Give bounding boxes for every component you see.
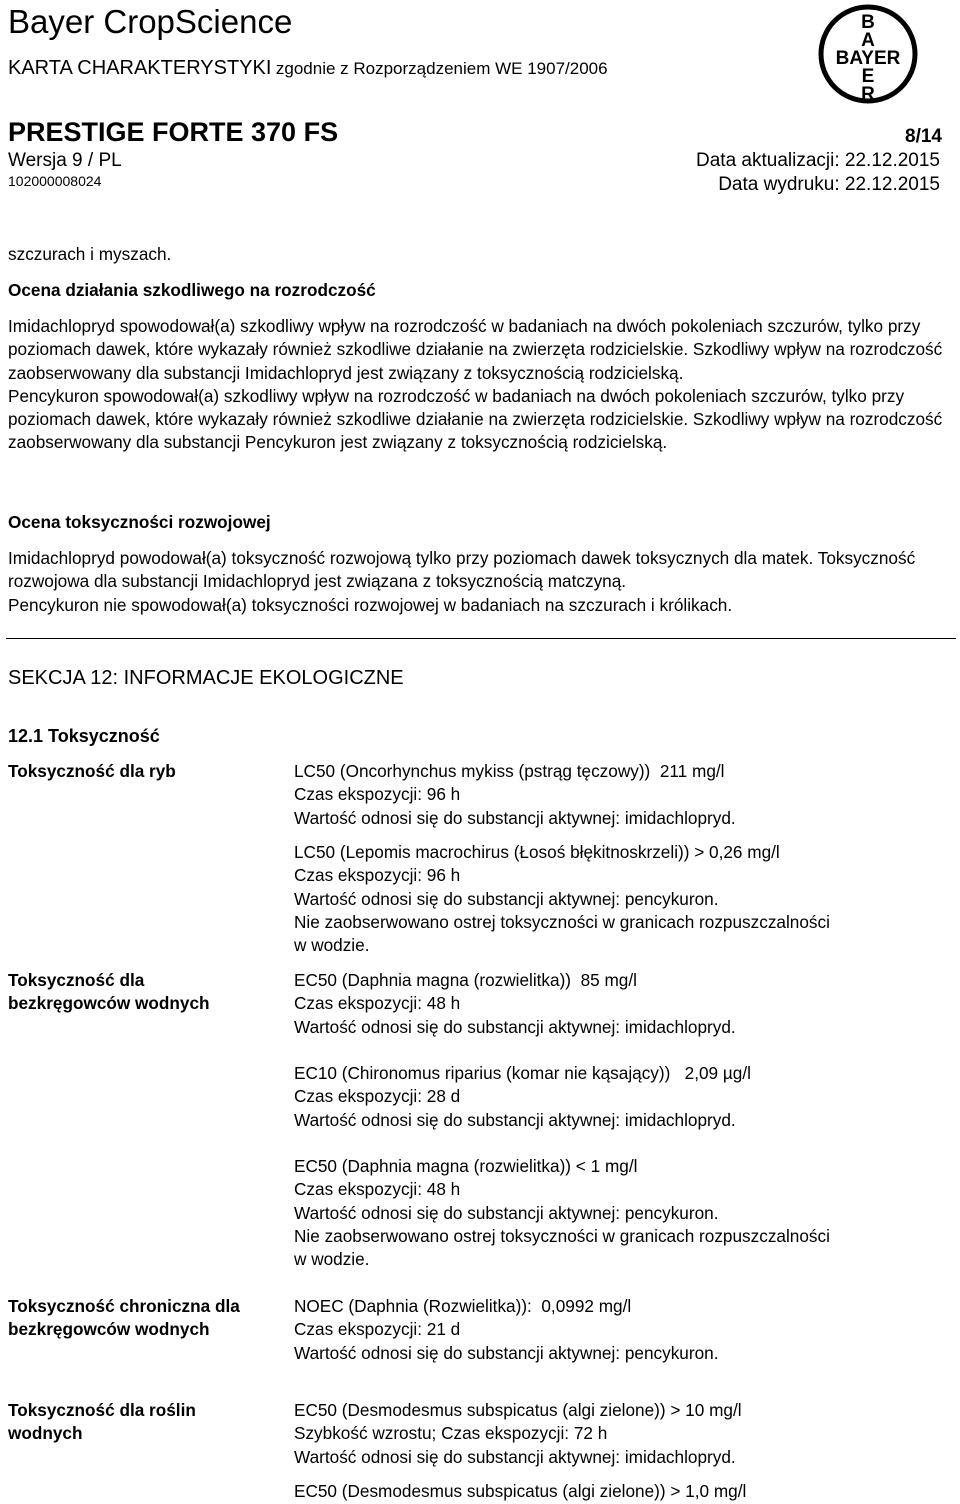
chronic-toxicity-label: [8, 1295, 288, 1342]
plant-result-2: [294, 1480, 944, 1503]
print-date: Data wydruku: 22.12.2015: [718, 174, 940, 195]
text-line: Szybkość wzrostu; Czas ekspozycji: 72 h: [294, 1423, 608, 1444]
developmental-heading: Ocena toksyczności rozwojowej: [8, 512, 271, 532]
text-line: Nie zaobserwowano ostrej toksyczności w granicach rozpuszczalności: [294, 911, 830, 932]
text-line: Czas ekspozycji: 48 h: [294, 993, 461, 1014]
text-line: LC50 (Lepomis macrochirus (Łosoś błękitnoskrzeli)) > 0,26 mg/l: [294, 842, 780, 862]
text-line: Toksyczność dla: [8, 970, 145, 990]
text-line: Toksyczność dla roślin: [8, 1400, 196, 1420]
reproduction-paragraph: Pencykuron spowodował(a) szkodliwy wpływ na rozrodczość w badaniach na dwóch pokoleniach szczurów, tylko przy poziomach dawek, które wykazały również szkodliwe działanie na zwierzęta rodzicielskie. Szkodliwy wpływ na rozrodczość zaobserwowany dla substancji Pencykuron jest związany z toksycznością rodzicielską.: [8, 385, 943, 453]
logo-letters: A: [861, 30, 875, 51]
fish-result-1: [294, 760, 944, 830]
document-type: [8, 55, 608, 83]
text-line: Wartość odnosi się do substancji aktywnej: pencykuron.: [294, 1342, 719, 1363]
text-line: Nie zaobserwowano ostrej toksyczności w granicach rozpuszczalności: [294, 1225, 830, 1246]
developmental-text: [8, 547, 953, 617]
version: Wersja 9 / PL: [8, 150, 122, 171]
text-line: Wartość odnosi się do substancji aktywnej: imidachlopryd.: [294, 1109, 736, 1130]
text-line: Wartość odnosi się do substancji aktywnej: pencykuron.: [294, 888, 719, 909]
section-divider: [6, 638, 956, 639]
document-number: 102000008024: [8, 173, 102, 189]
product-name: PRESTIGE FORTE 370 FS: [8, 117, 339, 147]
update-date: Data aktualizacji: 22.12.2015: [696, 150, 940, 171]
text-line: EC50 (Desmodesmus subspicatus (algi zielone)) > 10 mg/l: [294, 1400, 742, 1420]
text-line: Wartość odnosi się do substancji aktywnej: imidachlopryd.: [294, 807, 736, 828]
text-line: LC50 (Oncorhynchus mykiss (pstrąg tęczowy)) 211 mg/l: [294, 761, 725, 781]
text-line: NOEC (Daphnia (Rozwielitka)): 0,0992 mg/l: [294, 1296, 632, 1316]
chronic-result-1: [294, 1295, 944, 1365]
logo-letters: E: [861, 66, 875, 87]
text-line: EC50 (Daphnia magna (rozwielitka)) 85 mg/l: [294, 970, 637, 990]
karta-title: KARTA CHARAKTERYSTYKI: [8, 57, 272, 79]
section-12-title: SEKCJA 12: INFORMACJE EKOLOGICZNE: [8, 667, 404, 689]
text-line: EC10 (Chironomus riparius (komar nie kąsający)) 2,09 µg/l: [294, 1063, 751, 1083]
text-line: EC50 (Daphnia magna (rozwielitka)) < 1 mg/l: [294, 1156, 638, 1176]
text-line: EC50 (Desmodesmus subspicatus (algi zielone)) > 1,0 mg/l: [294, 1481, 747, 1501]
text-line: Czas ekspozycji: 96 h: [294, 865, 461, 886]
invertebrate-toxicity-label: [8, 969, 288, 1016]
text-line: Wartość odnosi się do substancji aktywnej: imidachlopryd.: [294, 1016, 736, 1037]
text-line: w wodzie.: [294, 935, 370, 956]
logo-letters: B: [861, 12, 875, 33]
text-line: Czas ekspozycji: 28 d: [294, 1086, 461, 1107]
reproduction-text: [8, 315, 953, 455]
text-line: Toksyczność chroniczna dla: [8, 1296, 240, 1316]
text-line: w wodzie.: [294, 1249, 370, 1270]
developmental-paragraph: Pencykuron nie spowodował(a) toksyczności rozwojowej w badaniach na szczurach i królikach.: [8, 594, 733, 615]
plant-toxicity-label: [8, 1399, 288, 1446]
reproduction-paragraph: Imidachlopryd spowodował(a) szkodliwy wpływ na rozrodczość w badaniach na dwóch pokoleniach szczurów, tylko przy poziomach dawek, które wykazały również szkodliwe działanie na zwierzęta rodzicielskie. Szkodliwy wpływ na rozrodczość zaobserwowany dla substancji Imidachlopryd jest związany z toksycznością rodzicielską.: [8, 316, 943, 383]
text-line: bezkręgowców wodnych: [8, 1319, 210, 1340]
logo-letters: R: [861, 84, 875, 105]
text-line: Wartość odnosi się do substancji aktywnej: imidachlopryd.: [294, 1446, 736, 1467]
page-number: 8/14: [905, 126, 942, 147]
text-line: Wartość odnosi się do substancji aktywnej: pencykuron.: [294, 1202, 719, 1223]
text-line: bezkręgowców wodnych: [8, 993, 210, 1014]
regulation-ref: zgodnie z Rozporządzeniem WE 1907/2006: [275, 59, 608, 78]
continued-text: szczurach i myszach.: [8, 244, 172, 264]
developmental-paragraph: Imidachlopryd powodował(a) toksyczność rozwojową tylko przy poziomach dawek toksycznych dla matek. Toksyczność rozwojowa dla substancji Imidachlopryd jest związana z toksycznością matczyną.: [8, 548, 916, 592]
invertebrate-result-1: [294, 969, 944, 1039]
plant-result-1: [294, 1399, 944, 1469]
reproduction-heading: Ocena działania szkodliwego na rozrodczość: [8, 280, 376, 300]
text-line: Czas ekspozycji: 48 h: [294, 1179, 461, 1200]
invertebrate-result-2: [294, 1062, 944, 1132]
logo-letters: BAYER: [835, 48, 901, 69]
text-line: wodnych: [8, 1423, 83, 1444]
fish-toxicity-label: Toksyczność dla ryb: [8, 761, 176, 781]
text-line: Czas ekspozycji: 96 h: [294, 784, 461, 805]
text-line: Czas ekspozycji: 21 d: [294, 1319, 461, 1340]
fish-result-2: [294, 841, 944, 957]
bayer-cross-logo: [816, 2, 920, 106]
subsection-title: 12.1 Toksyczność: [8, 726, 160, 746]
invertebrate-result-3: [294, 1155, 944, 1271]
company-name: Bayer CropScience: [8, 3, 293, 40]
